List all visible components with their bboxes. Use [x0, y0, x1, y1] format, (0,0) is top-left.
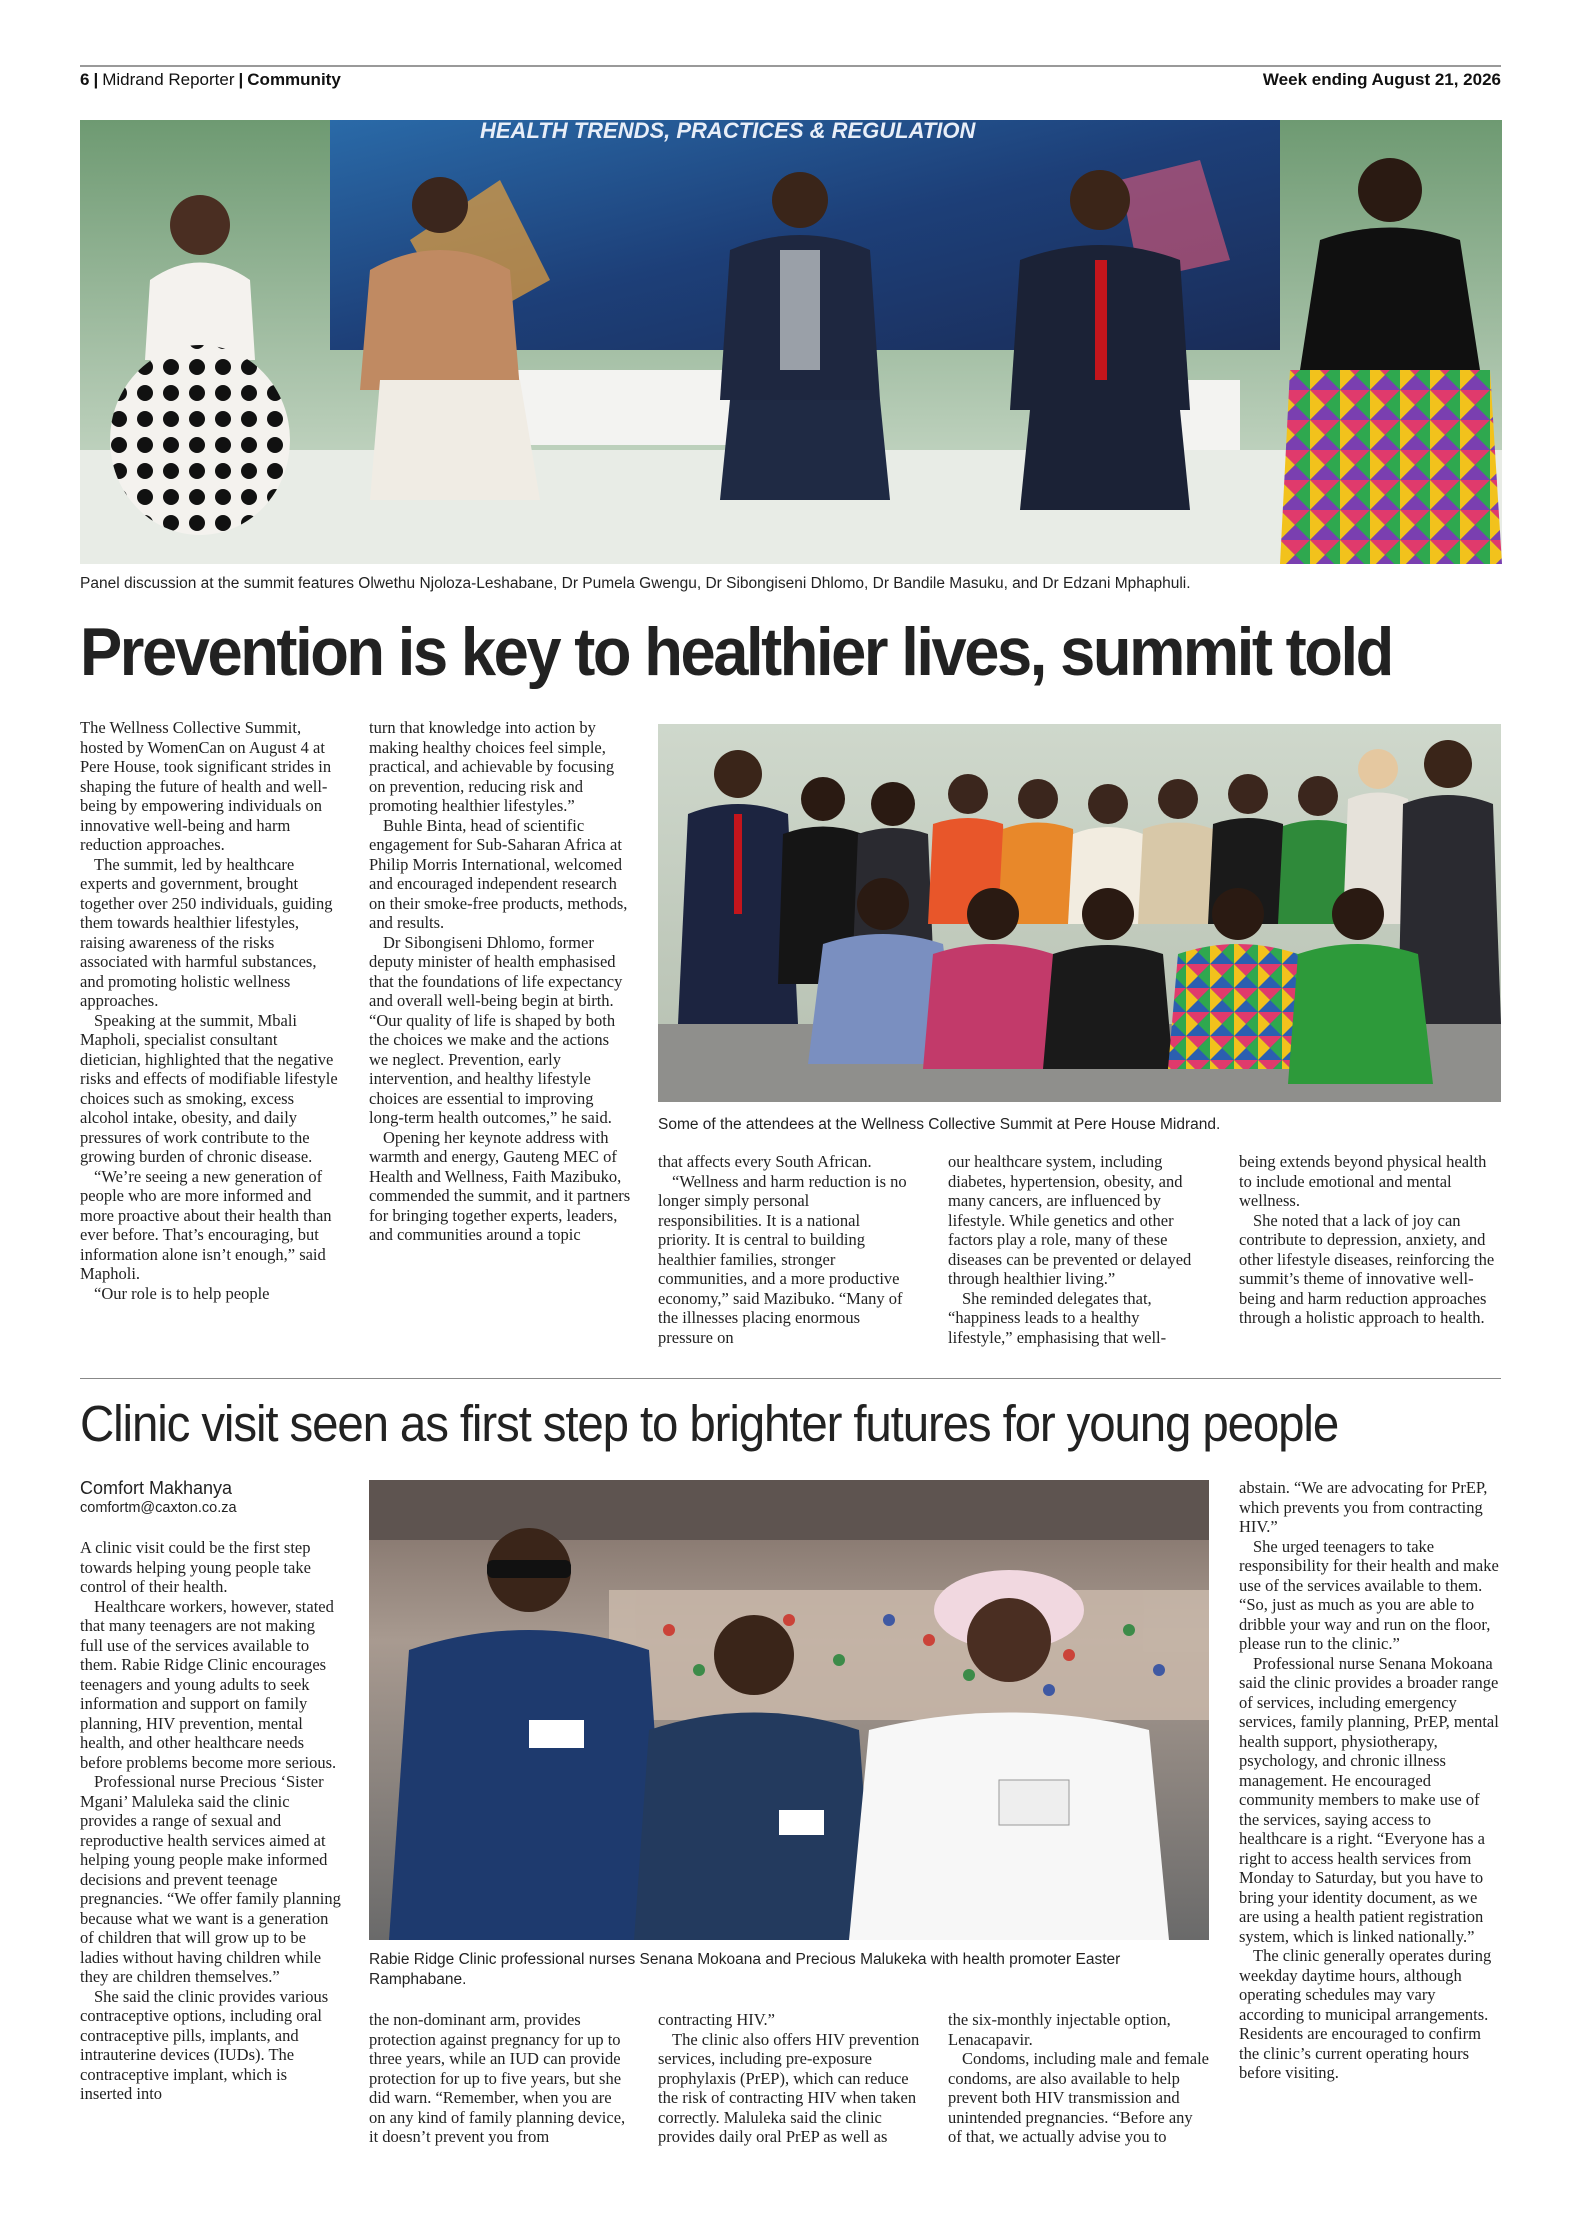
article1-column-4: [948, 1152, 1203, 1347]
byline: Comfort Makhanya: [80, 1478, 233, 1498]
article2-headline: Clinic visit seen as first step to brighter futures for young people: [80, 1395, 1339, 1452]
paragraph: “Wellness and harm reduction is no longer simply personal responsibilities. It is a national priority. It is central to building healthier families, stronger communities, and a more productive economy,” said Mazibuko. “Many of the illnesses placing enormous pressure on: [658, 1171, 907, 1347]
paragraph: Professional nurse Senana Mokoana said the clinic provides a broader range of services, including emergency services, family planning, PrEP, mental health support, physiotherapy, psychology, and chronic illness management. He encouraged community members to make use of the services, saying access to healthcare is a right. “Everyone has a right to access health services from Monday to Saturday, but you have to bring your identity document, as we are using a health patient registration system, which is linked nationally.”: [1239, 1653, 1499, 1946]
attendees-photo: [658, 724, 1501, 1102]
paragraph: the six-monthly injectable option, Lenacapavir.: [948, 2010, 1171, 2049]
paragraph: “We’re seeing a new generation of people who are more informed and more proactive about their health than ever before. That’s encouraging, but information alone isn’t enough,” said Mapholi.: [80, 1166, 332, 1283]
paragraph: that affects every South African.: [658, 1152, 872, 1171]
article1-column-5: [1239, 1152, 1501, 1328]
article1-column-3: [658, 1152, 913, 1347]
paragraph: She said the clinic provides various contraceptive options, including oral contraceptive pills, implants, and intrauterine devices (IUDs). The contraceptive implant, which is inserted into: [80, 1986, 329, 2103]
paragraph: Speaking at the summit, Mbali Mapholi, specialist consultant dietician, highlighted that the negative risks and effects of modifiable lifestyle choices such as smoking, excess alcohol intake, obesity, and daily pressures of work contribute to the growing burden of chronic disease.: [80, 1010, 338, 1166]
paragraph: She reminded delegates that, “happiness leads to a healthy lifestyle,” emphasising that well-: [948, 1288, 1167, 1347]
article2-column-1: [80, 1538, 342, 2104]
paragraph: Healthcare workers, however, stated that many teenagers are not making full use of the services available to them. Rabie Ridge Clinic encourages teenagers and young adults to seek information and support on family planning, HIV prevention, mental health, and other healthcare needs before problems become more serious.: [80, 1596, 337, 1772]
page-header-left: 6 | Midrand Reporter | Community: [80, 70, 341, 89]
article1-column-2: [369, 718, 631, 1245]
paragraph: contracting HIV.”: [658, 2010, 775, 2029]
paragraph: being extends beyond physical health to include emotional and mental wellness.: [1239, 1152, 1487, 1210]
clinic-caption: Rabie Ridge Clinic professional nurses Senana Mokoana and Precious Malukeka with health promoter Easter Ramphabane.: [369, 1951, 1121, 1988]
paragraph: A clinic visit could be the first step towards helping young people take control of their health.: [80, 1538, 311, 1596]
section-name: Community: [247, 70, 341, 89]
panel-photo-image: [80, 120, 1502, 564]
article1-headline: Prevention is key to healthier lives, summit told: [80, 614, 1392, 690]
panel-photo: [80, 120, 1502, 564]
paragraph: The clinic generally operates during weekday daytime hours, although operating schedules may vary according to municipal arrangements. Residents are encouraged to confirm the clinic’s current operating hours before visiting.: [1239, 1946, 1492, 2082]
paragraph: turn that knowledge into action by making healthy choices feel simple, practical, and achievable by focusing on prevention, reducing risk and promoting healthier lifestyles.”: [369, 718, 615, 815]
paragraph: Professional nurse Precious ‘Sister Mgani’ Maluleka said the clinic provides a range of sexual and reproductive health services aimed at helping young people make informed decisions and prevent teenage pregnancies. “We offer family planning because what we want is a generation of children that will grow up to be ladies without having children while they are children themselves.”: [80, 1772, 341, 1986]
paragraph: Dr Sibongiseni Dhlomo, former deputy minister of health emphasised that the foundations of life expectancy and overall well-being begin at birth. “Our quality of life is shaped by both the choices we make and the actions we neglect. Prevention, early intervention, and healthy lifestyle choices are essential to improving long-term health outcomes,” he said.: [369, 932, 623, 1127]
paragraph: She noted that a lack of joy can contribute to depression, anxiety, and other lifestyle diseases, reinforcing the summit’s theme of innovative well-being and harm reduction approaches through a holistic approach to health.: [1239, 1210, 1495, 1327]
paragraph: The Wellness Collective Summit, hosted by WomenCan on August 4 at Pere House, took significant strides in shaping the future of health and well-being by empowering individuals on innovative well-being and harm reduction approaches.: [80, 718, 332, 854]
clinic-photo-image: [369, 1480, 1209, 1940]
paragraph: Condoms, including male and female condoms, are also available to help prevent both HIV transmission and unintended pregnancies. “Before any of that, we actually advise you to: [948, 2049, 1209, 2146]
issue-date: Week ending August 21, 2026: [1262, 70, 1501, 89]
byline-email: comfortm@caxton.co.za: [80, 1500, 237, 1516]
paragraph: the non-dominant arm, provides protection against pregnancy for up to three years, while an IUD can provide protection for up to five years, but she did warn. “Remember, when you are on any kind of family planning device, it doesn’t prevent you from: [369, 2010, 626, 2146]
panel-backdrop-text: HEALTH TRENDS, PRACTICES & REGULATION: [480, 120, 976, 143]
page-number: 6: [80, 70, 90, 89]
paragraph: “Our role is to help people: [94, 1283, 270, 1303]
paragraph: Opening her keynote address with warmth and energy, Gauteng MEC of Health and Wellness, Faith Mazibuko, commended the summit, and it partners for bringing together experts, leaders, and communities around a topic: [369, 1127, 631, 1244]
article2-column-3: [658, 2010, 920, 2147]
paragraph: The clinic also offers HIV prevention services, including pre-exposure prophylaxis (PrEP), which can reduce the risk of contracting HIV when taken correctly. Maluleka said the clinic provides daily oral PrEP as well as: [658, 2029, 920, 2146]
publication-name: Midrand Reporter: [102, 70, 235, 89]
header-rule: [80, 65, 1501, 67]
attendees-photo-image: [658, 724, 1501, 1102]
article1-column-1: [80, 718, 342, 1303]
paragraph: Buhle Binta, head of scientific engagement for Sub-Saharan Africa at Philip Morris International, welcomed and encouraged independent research on their smoke-free products, methods, and results.: [369, 815, 628, 932]
section-divider: [80, 1378, 1501, 1379]
article2-column-2: [369, 2010, 631, 2147]
attendees-caption: Some of the attendees at the Wellness Collective Summit at Pere House Midrand.: [658, 1116, 1221, 1133]
paragraph: She urged teenagers to take responsibility for their health and make use of the services available to them. “So, just as much as you are able to dribble your way and run on the floor, please run to the clinic.”: [1239, 1536, 1499, 1653]
paragraph: The summit, led by healthcare experts and government, brought together over 250 individuals, guiding them towards healthier lifestyles, raising awareness of the risks associated with harmful substances, and promoting holistic wellness approaches.: [80, 854, 333, 1010]
paragraph: our healthcare system, including diabetes, hypertension, obesity, and many cancers, are influenced by lifestyle. While genetics and other factors play a role, many of these diseases can be prevented or delayed through healthier living.”: [948, 1152, 1192, 1288]
article2-column-4: [948, 2010, 1210, 2147]
paragraph: abstain. “We are advocating for PrEP, which prevents you from contracting HIV.”: [1239, 1478, 1488, 1536]
panel-caption: Panel discussion at the summit features Olwethu Njoloza-Leshabane, Dr Pumela Gwengu, Dr Sibongiseni Dhlomo, Dr Bandile Masuku, and Dr Edzani Mphaphuli.: [80, 575, 1191, 592]
article2-column-5: [1239, 1478, 1501, 2083]
clinic-photo: [369, 1480, 1209, 1940]
